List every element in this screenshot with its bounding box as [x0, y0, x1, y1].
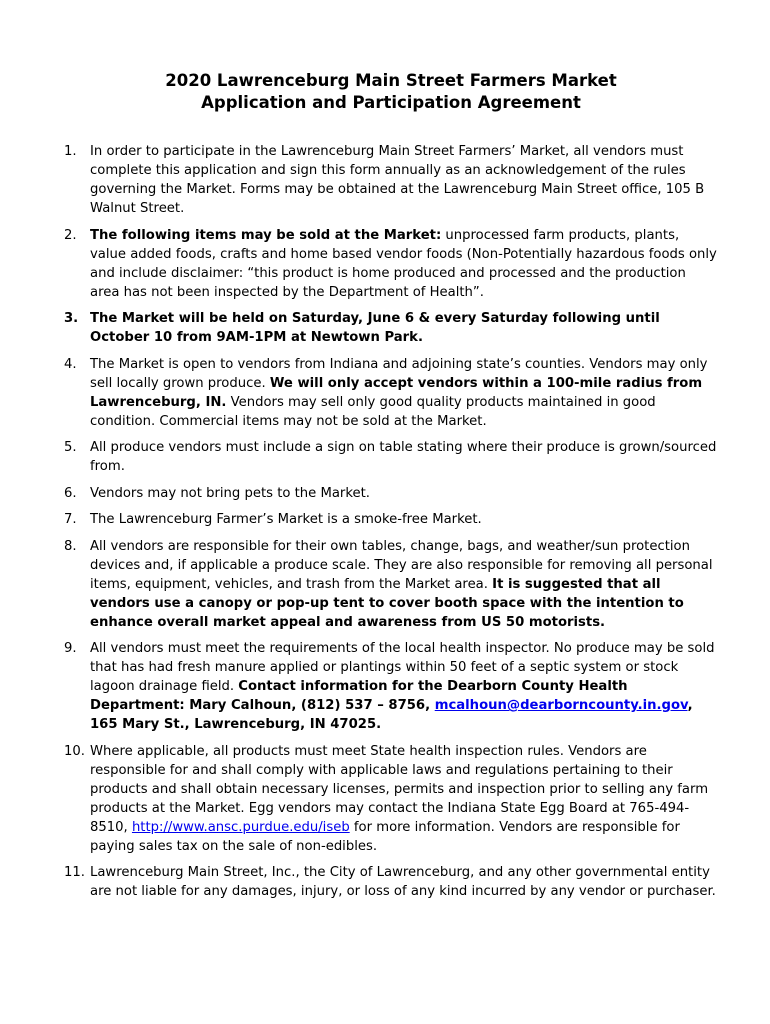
text-run: unprocessed farm products, plants, value added foods, crafts and home based vendor foods (Non-Potentially hazardous foods only and include disclaimer: “this product is home produced and processed and the production area has not been inspected by the Department of Health”. — [90, 227, 717, 300]
list-item-number: 9. — [64, 641, 77, 656]
list-item-number: 10. — [64, 743, 85, 759]
text-run: for more information. Vendors are responsible for paying sales tax on the sale of non-edibles. — [90, 819, 680, 854]
bold-text: The following items may be sold at the Market: — [90, 227, 442, 243]
bold-text: It is suggested that all vendors use a canopy or pop-up tent to cover booth space with the intention to enhance overall market appeal and awareness from US 50 motorists. — [90, 576, 684, 630]
list-item — [64, 355, 718, 431]
bold-text: We will only accept vendors within a 100-mile radius from Lawrenceburg, IN. — [90, 375, 703, 410]
list-item-number: 7. — [64, 512, 77, 527]
title-line-1: 2020 Lawrenceburg Main Street Farmers Market — [165, 71, 617, 90]
list-item-number: 3. — [64, 311, 79, 326]
text-run: The Lawrenceburg Farmer’s Market is a smoke-free Market. — [90, 512, 482, 527]
list-item-text — [90, 484, 718, 503]
list-item-text — [90, 742, 718, 856]
list-item-text — [90, 142, 718, 218]
list-item — [64, 742, 718, 856]
list-item-text — [90, 309, 718, 347]
list-item-text — [90, 355, 718, 431]
list-item-text — [90, 438, 718, 476]
list-item — [64, 438, 718, 476]
list-item — [64, 309, 718, 347]
text-run: Vendors may sell only good quality products maintained in good condition. Commercial items may not be sold at the Market. — [90, 394, 656, 429]
text-run: Vendors may not bring pets to the Market. — [90, 485, 370, 501]
list-item-text — [90, 510, 718, 529]
title-line-2: Application and Participation Agreement — [201, 93, 581, 112]
list-item-number: 2. — [64, 227, 77, 243]
list-item — [64, 510, 718, 529]
text-run: Where applicable, all products must meet State health inspection rules. Vendors are responsible for and shall comply with applicable laws and regulations pertaining to their products and shall obtain necessary licenses, permits and inspection prior to selling any farm products at the Market. Egg vendors may contact the Indiana State Egg Board at 765-494-8510, — [90, 743, 709, 835]
list-item — [64, 863, 718, 901]
text-run: All produce vendors must include a sign on table stating where their produce is grown/sourced from. — [90, 440, 717, 474]
list-item-number: 6. — [64, 485, 77, 501]
list-item-text — [90, 226, 718, 302]
bold-text: , 165 Mary St., Lawrenceburg, IN 47025. — [90, 698, 693, 732]
list-item — [64, 537, 718, 632]
list-item-number: 8. — [64, 538, 77, 554]
list-item — [64, 142, 718, 218]
text-run: All vendors are responsible for their own tables, change, bags, and weather/sun protection devices and, if applicable a produce scale. They are also responsible for removing all personal items, equipment, vehicles, and trash from the Market area. — [90, 538, 713, 592]
list-item-text — [90, 863, 718, 901]
list-item-number: 1. — [64, 144, 77, 159]
document-title — [64, 70, 718, 114]
text-run: In order to participate in the Lawrenceburg Main Street Farmers’ Market, all vendors must complete this application and sign this form annually as an acknowledgement of the rules governing the Market. Forms may be obtained at the Lawrenceburg Main Street office, 105 B Walnut Street. — [90, 144, 705, 216]
hyperlink[interactable]: http://www.ansc.purdue.edu/iseb — [131, 819, 350, 835]
text-run: Lawrenceburg Main Street, Inc., the City of Lawrenceburg, and any other governmental entity are not liable for any damages, injury, or loss of any kind incurred by any vendor or purchaser. — [90, 865, 716, 899]
list-item-number: 11. — [64, 865, 85, 880]
text-run: All vendors must meet the requirements of the local health inspector. No produce may be sold that has had fresh manure applied or plantings within 50 feet of a septic system or stock lagoon drainage field. — [90, 641, 715, 694]
bold-text: Contact information for the Dearborn County Health Department: Mary Calhoun, (812) 537 – 8756, — [90, 679, 628, 713]
bold-text: The Market will be held on Saturday, June 6 & every Saturday following until October 10 from 9AM-1PM at Newtown Park. — [90, 311, 660, 345]
rules-list — [64, 142, 718, 901]
list-item-number: 5. — [64, 440, 77, 455]
list-item-text — [90, 537, 718, 632]
list-item-number: 4. — [64, 356, 77, 372]
text-run: The Market is open to vendors from Indiana and adjoining state’s counties. Vendors may only sell locally grown produce. — [90, 356, 708, 391]
list-item — [64, 484, 718, 503]
hyperlink[interactable]: mcalhoun@dearborncounty.in.gov — [434, 698, 688, 713]
list-item-text — [90, 639, 718, 734]
list-item — [64, 226, 718, 302]
list-item — [64, 639, 718, 734]
